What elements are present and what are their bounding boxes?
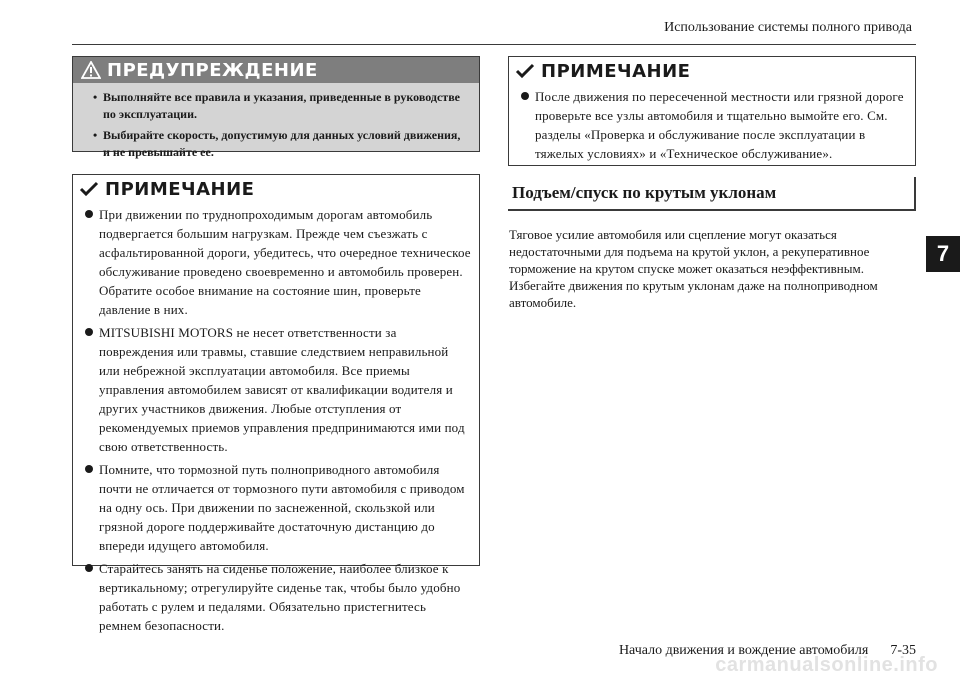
chapter-tab: 7 bbox=[926, 236, 960, 272]
warning-box bbox=[72, 56, 480, 159]
note-header bbox=[509, 57, 915, 85]
note-heading: ПРИМЕЧАНИЕ bbox=[541, 60, 691, 82]
note-header bbox=[73, 175, 479, 203]
warning-item: • Выполняйте все правила и указания, приведенные в руководстве по эксплуатации. bbox=[89, 89, 467, 123]
watermark: carmanualsonline.info bbox=[715, 654, 938, 676]
page-number: 7-35 bbox=[890, 643, 916, 658]
note-item: При движении по труднопроходимым дорогам автомобиль подвергается большим нагрузкам. Прежде чем съезжать с асфальтированной дороги, убедитесь, что очередное техническое обслуживание проведено своевременно и автомобиль проверен. Обратите особое внимание на состояние шин, проверьте давление в них. bbox=[85, 205, 471, 319]
section-body: Тяговое усилие автомобиля или сцепление могут оказаться недостаточными для подъема на крутой уклон, а рекуперативное торможение на крутом спуске может оказаться неэффективным. Избегайте движения по крутым уклонам даже на полноприводном автомобиле. bbox=[509, 227, 878, 310]
header-rule bbox=[72, 44, 916, 45]
note-box-right bbox=[508, 56, 916, 166]
note-item: Старайтесь занять на сиденье положение, наиболее близкое к вертикальному; отрегулируйте сиденье так, чтобы было удобно работать с рулем и педалями. Обязательно пристегнитесь ремнем безопасности. bbox=[85, 559, 471, 635]
warning-heading: ПРЕДУПРЕЖДЕНИЕ bbox=[107, 59, 318, 81]
note-list bbox=[73, 203, 479, 635]
page-header-title: Использование системы полного привода bbox=[664, 20, 912, 35]
note-item: Помните, что тормозной путь полноприводного автомобиля почти не отличается от тормозного пути автомобиля с приводом на одну ось. При движении по заснеженной, скользкой или грязной дороге поддерживайте достаточную дистанцию до впереди идущего автомобиля. bbox=[85, 460, 471, 555]
note-item: MITSUBISHI MOTORS не несет ответственности за повреждения или травмы, ставшие следствием неправильной или небрежной эксплуатации автомобиля. Все приемы управления автомобилем зависят от квалификации водителя и других участников движения. Любые отступления от рекомендуемых приемов управления предпринимаются ими под свою ответственность. bbox=[85, 323, 471, 456]
section-heading: Подъем/спуск по крутым уклонам bbox=[508, 177, 916, 211]
note-box-left bbox=[72, 174, 480, 633]
warning-list bbox=[73, 83, 479, 161]
warning-item: • Выбирайте скорость, допустимую для данных условий движения, и не превышайте ее. bbox=[89, 127, 467, 161]
warning-triangle-icon bbox=[81, 61, 101, 79]
note-item: После движения по пересеченной местности или грязной дороге проверьте все узлы автомобиля и тщательно вымойте его. См. разделы «Проверка и обслуживание после эксплуатации в тяжелых условиях» и «Техническое обслуживание». bbox=[521, 87, 907, 163]
footer-section-title: Начало движения и вождение автомобиля bbox=[618, 643, 869, 658]
checkmark-icon bbox=[79, 181, 99, 197]
note-list bbox=[509, 85, 915, 163]
note-heading: ПРИМЕЧАНИЕ bbox=[105, 178, 255, 200]
checkmark-icon bbox=[515, 63, 535, 79]
warning-header bbox=[73, 57, 479, 83]
